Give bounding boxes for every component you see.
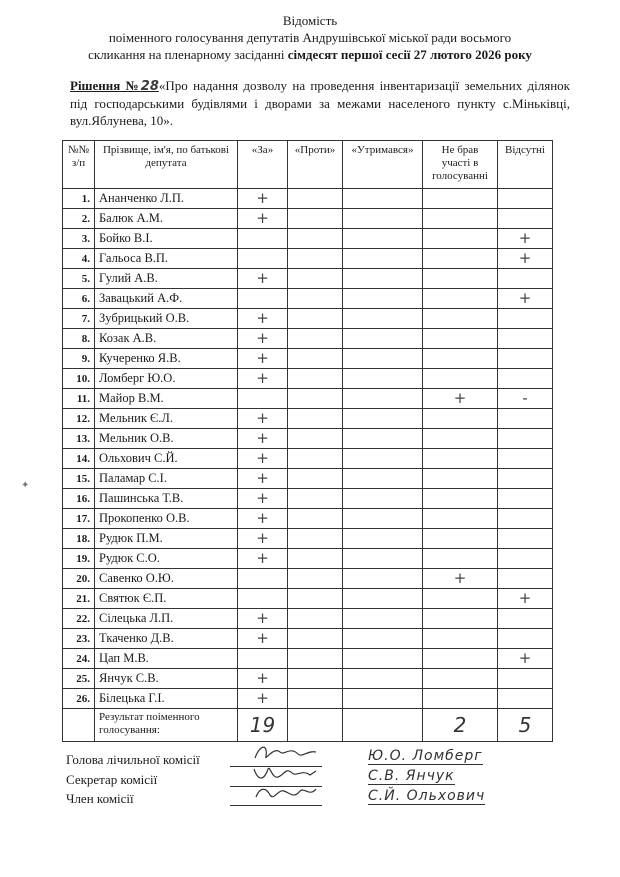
deputy-name: Ломберг Ю.О. xyxy=(95,369,238,389)
vote-absent-cell xyxy=(498,329,553,349)
vote-for-cell: + xyxy=(238,549,288,569)
vote-did-not-vote-cell xyxy=(423,209,498,229)
row-number: 8. xyxy=(63,329,95,349)
vote-abstained-cell xyxy=(343,469,423,489)
table-row xyxy=(63,209,553,229)
vote-abstained-cell xyxy=(343,669,423,689)
vote-did-not-vote-cell xyxy=(423,609,498,629)
vote-abstained-cell xyxy=(343,649,423,669)
row-number: 3. xyxy=(63,229,95,249)
vote-did-not-vote-cell xyxy=(423,549,498,569)
vote-did-not-vote-cell xyxy=(423,289,498,309)
vote-absent-cell xyxy=(498,529,553,549)
vote-abstained-cell xyxy=(343,229,423,249)
chair-signature xyxy=(250,742,320,762)
vote-abstained-cell xyxy=(343,249,423,269)
result-against xyxy=(288,709,343,742)
deputy-name: Майор В.М. xyxy=(95,389,238,409)
vote-for-cell xyxy=(238,569,288,589)
table-row xyxy=(63,549,553,569)
vote-against-cell xyxy=(288,449,343,469)
deputy-name: Гальоса В.П. xyxy=(95,249,238,269)
vote-for-cell: + xyxy=(238,669,288,689)
deputy-name: Кучеренко Я.В. xyxy=(95,349,238,369)
row-number: 21. xyxy=(63,589,95,609)
result-label: Результат поіменного голосування: xyxy=(95,709,238,742)
vote-against-cell xyxy=(288,409,343,429)
row-number: 19. xyxy=(63,549,95,569)
vote-absent-cell xyxy=(498,669,553,689)
decision-text-block xyxy=(70,77,570,129)
deputy-name: Цап М.В. xyxy=(95,649,238,669)
deputy-name: Ольхович С.Й. xyxy=(95,449,238,469)
vote-did-not-vote-cell xyxy=(423,429,498,449)
vote-against-cell xyxy=(288,629,343,649)
row-number: 24. xyxy=(63,649,95,669)
vote-absent-cell: + xyxy=(498,289,553,309)
row-number: 4. xyxy=(63,249,95,269)
member-signature xyxy=(250,783,320,803)
table-row xyxy=(63,349,553,369)
vote-abstained-cell xyxy=(343,369,423,389)
vote-did-not-vote-cell xyxy=(423,469,498,489)
table-row xyxy=(63,189,553,209)
deputy-name: Святюк Є.П. xyxy=(95,589,238,609)
vote-absent-cell: + xyxy=(498,249,553,269)
vote-against-cell xyxy=(288,509,343,529)
vote-against-cell xyxy=(288,189,343,209)
vote-did-not-vote-cell xyxy=(423,669,498,689)
vote-against-cell xyxy=(288,549,343,569)
row-number: 23. xyxy=(63,629,95,649)
vote-against-cell xyxy=(288,649,343,669)
table-row xyxy=(63,689,553,709)
vote-for-cell: + xyxy=(238,449,288,469)
deputy-name: Козак А.В. xyxy=(95,329,238,349)
table-row xyxy=(63,329,553,349)
deputy-name: Рудюк С.О. xyxy=(95,549,238,569)
vote-absent-cell xyxy=(498,449,553,469)
header-for: «За» xyxy=(238,141,288,189)
vote-for-cell xyxy=(238,389,288,409)
vote-absent-cell xyxy=(498,349,553,369)
vote-abstained-cell xyxy=(343,609,423,629)
vote-against-cell xyxy=(288,229,343,249)
secretary-signature xyxy=(250,763,320,783)
result-absent: 5 xyxy=(498,709,553,742)
vote-absent-cell xyxy=(498,209,553,229)
vote-did-not-vote-cell: + xyxy=(423,389,498,409)
deputy-name: Мельник О.В. xyxy=(95,429,238,449)
vote-for-cell xyxy=(238,289,288,309)
vote-against-cell xyxy=(288,469,343,489)
row-number: 17. xyxy=(63,509,95,529)
vote-absent-cell xyxy=(498,409,553,429)
chair-name: Ю.О. Ломберг xyxy=(368,748,483,764)
table-row xyxy=(63,509,553,529)
vote-against-cell xyxy=(288,669,343,689)
table-row xyxy=(63,569,553,589)
row-number: 5. xyxy=(63,269,95,289)
row-number: 14. xyxy=(63,449,95,469)
deputy-name: Зубрицький О.В. xyxy=(95,309,238,329)
vote-for-cell: + xyxy=(238,489,288,509)
vote-against-cell xyxy=(288,389,343,409)
vote-did-not-vote-cell xyxy=(423,589,498,609)
table-row xyxy=(63,409,553,429)
vote-abstained-cell xyxy=(343,309,423,329)
header-number: №№ з/п xyxy=(63,141,95,189)
vote-abstained-cell xyxy=(343,449,423,469)
vote-absent-cell xyxy=(498,509,553,529)
vote-absent-cell xyxy=(498,369,553,389)
row-number: 13. xyxy=(63,429,95,449)
table-row xyxy=(63,649,553,669)
deputy-name: Янчук С.В. xyxy=(95,669,238,689)
vote-absent-cell xyxy=(498,489,553,509)
vote-against-cell xyxy=(288,289,343,309)
header-against: «Проти» xyxy=(288,141,343,189)
vote-against-cell xyxy=(288,569,343,589)
result-did-not-vote: 2 xyxy=(423,709,498,742)
vote-for-cell: + xyxy=(238,689,288,709)
deputy-name: Паламар С.І. xyxy=(95,469,238,489)
member-name: С.Й. Ольхович xyxy=(368,788,486,804)
table-row xyxy=(63,609,553,629)
vote-for-cell: + xyxy=(238,429,288,449)
vote-did-not-vote-cell xyxy=(423,369,498,389)
deputy-name: Прокопенко О.В. xyxy=(95,509,238,529)
vote-abstained-cell xyxy=(343,349,423,369)
vote-for-cell xyxy=(238,249,288,269)
vote-absent-cell: + xyxy=(498,229,553,249)
vote-against-cell xyxy=(288,689,343,709)
vote-did-not-vote-cell xyxy=(423,689,498,709)
vote-abstained-cell xyxy=(343,429,423,449)
row-number: 11. xyxy=(63,389,95,409)
deputy-name: Гулий А.В. xyxy=(95,269,238,289)
secretary-name: С.В. Янчук xyxy=(368,768,455,784)
decision-number: 28 xyxy=(140,79,159,94)
vote-abstained-cell xyxy=(343,489,423,509)
vote-for-cell: + xyxy=(238,529,288,549)
vote-for-cell: + xyxy=(238,269,288,289)
row-number: 25. xyxy=(63,669,95,689)
row-number: 6. xyxy=(63,289,95,309)
table-row xyxy=(63,529,553,549)
header-name: Прізвище, ім'я, по батькові депутата xyxy=(95,141,238,189)
vote-did-not-vote-cell xyxy=(423,409,498,429)
table-row xyxy=(63,309,553,329)
table-row xyxy=(63,589,553,609)
document-title: Відомість xyxy=(282,13,338,28)
row-number: 1. xyxy=(63,189,95,209)
row-number: 9. xyxy=(63,349,95,369)
vote-against-cell xyxy=(288,269,343,289)
table-row xyxy=(63,369,553,389)
chair-label: Голова лічильної комісії xyxy=(66,752,200,767)
vote-abstained-cell xyxy=(343,189,423,209)
vote-against-cell xyxy=(288,309,343,329)
vote-did-not-vote-cell xyxy=(423,529,498,549)
vote-against-cell xyxy=(288,489,343,509)
result-empty-cell xyxy=(63,709,95,742)
vote-abstained-cell xyxy=(343,629,423,649)
table-header-row xyxy=(63,141,553,189)
vote-did-not-vote-cell: + xyxy=(423,569,498,589)
document-header xyxy=(0,12,620,63)
deputy-name: Бойко В.І. xyxy=(95,229,238,249)
document-subtitle-line3 xyxy=(0,46,620,63)
vote-for-cell: + xyxy=(238,349,288,369)
deputy-name: Савенко О.Ю. xyxy=(95,569,238,589)
vote-abstained-cell xyxy=(343,329,423,349)
vote-did-not-vote-cell xyxy=(423,349,498,369)
vote-did-not-vote-cell xyxy=(423,449,498,469)
vote-absent-cell xyxy=(498,569,553,589)
vote-absent-cell xyxy=(498,469,553,489)
table-row xyxy=(63,669,553,689)
result-abstained xyxy=(343,709,423,742)
vote-did-not-vote-cell xyxy=(423,649,498,669)
row-number: 18. xyxy=(63,529,95,549)
table-row xyxy=(63,249,553,269)
vote-for-cell: + xyxy=(238,409,288,429)
vote-absent-cell: + xyxy=(498,589,553,609)
session-info: сімдесят першої сесії 27 лютого 2026 року xyxy=(287,47,532,62)
vote-abstained-cell xyxy=(343,549,423,569)
row-number: 26. xyxy=(63,689,95,709)
vote-against-cell xyxy=(288,609,343,629)
table-row xyxy=(63,629,553,649)
vote-absent-cell xyxy=(498,629,553,649)
row-number: 7. xyxy=(63,309,95,329)
table-row xyxy=(63,269,553,289)
table-row xyxy=(63,289,553,309)
row-number: 12. xyxy=(63,409,95,429)
vote-abstained-cell xyxy=(343,529,423,549)
vote-for-cell: + xyxy=(238,629,288,649)
vote-did-not-vote-cell xyxy=(423,329,498,349)
vote-absent-cell xyxy=(498,689,553,709)
result-row xyxy=(63,709,553,742)
vote-did-not-vote-cell xyxy=(423,249,498,269)
vote-against-cell xyxy=(288,529,343,549)
deputy-name: Пашинська Т.В. xyxy=(95,489,238,509)
table-row xyxy=(63,449,553,469)
vote-abstained-cell xyxy=(343,269,423,289)
vote-did-not-vote-cell xyxy=(423,229,498,249)
deputy-name: Завацький А.Ф. xyxy=(95,289,238,309)
deputy-name: Балюк А.М. xyxy=(95,209,238,229)
vote-absent-cell xyxy=(498,189,553,209)
vote-against-cell xyxy=(288,209,343,229)
scan-dot: ✦ xyxy=(21,480,30,491)
vote-absent-cell xyxy=(498,429,553,449)
vote-abstained-cell xyxy=(343,409,423,429)
vote-for-cell: + xyxy=(238,309,288,329)
vote-did-not-vote-cell xyxy=(423,189,498,209)
header-abstained: «Утримався» xyxy=(343,141,423,189)
vote-for-cell: + xyxy=(238,209,288,229)
vote-against-cell xyxy=(288,329,343,349)
vote-absent-cell xyxy=(498,269,553,289)
vote-for-cell: + xyxy=(238,329,288,349)
row-number: 2. xyxy=(63,209,95,229)
row-number: 10. xyxy=(63,369,95,389)
row-number: 16. xyxy=(63,489,95,509)
vote-did-not-vote-cell xyxy=(423,269,498,289)
vote-did-not-vote-cell xyxy=(423,489,498,509)
member-label: Член комісії xyxy=(66,791,134,806)
row-number: 15. xyxy=(63,469,95,489)
header-did-not-vote: Не брав участі в голосуванні xyxy=(423,141,498,189)
vote-abstained-cell xyxy=(343,289,423,309)
table-row xyxy=(63,229,553,249)
vote-for-cell xyxy=(238,229,288,249)
header-absent: Відсутні xyxy=(498,141,553,189)
vote-did-not-vote-cell xyxy=(423,509,498,529)
vote-against-cell xyxy=(288,249,343,269)
secretary-label: Секретар комісії xyxy=(66,772,158,787)
deputy-name: Ткаченко Д.В. xyxy=(95,629,238,649)
table-row xyxy=(63,389,553,409)
vote-against-cell xyxy=(288,349,343,369)
vote-abstained-cell xyxy=(343,689,423,709)
table-row xyxy=(63,429,553,449)
deputy-name: Сілецька Л.П. xyxy=(95,609,238,629)
vote-abstained-cell xyxy=(343,569,423,589)
document-subtitle: поіменного голосування депутатів Андрушівської міської ради восьмого xyxy=(108,30,512,45)
vote-for-cell: + xyxy=(238,469,288,489)
vote-abstained-cell xyxy=(343,589,423,609)
vote-against-cell xyxy=(288,429,343,449)
vote-for-cell xyxy=(238,589,288,609)
vote-against-cell xyxy=(288,589,343,609)
session-prefix: скликання на пленарному засіданні xyxy=(88,47,288,62)
vote-against-cell xyxy=(288,369,343,389)
vote-for-cell: + xyxy=(238,189,288,209)
vote-abstained-cell xyxy=(343,509,423,529)
vote-for-cell: + xyxy=(238,509,288,529)
vote-absent-cell xyxy=(498,549,553,569)
vote-abstained-cell xyxy=(343,389,423,409)
vote-absent-cell: + xyxy=(498,649,553,669)
row-number: 22. xyxy=(63,609,95,629)
table-row xyxy=(63,469,553,489)
decision-label: Рішення №28 xyxy=(70,78,159,94)
vote-absent-cell xyxy=(498,309,553,329)
vote-did-not-vote-cell xyxy=(423,629,498,649)
vote-abstained-cell xyxy=(343,209,423,229)
voting-table xyxy=(62,140,553,742)
vote-absent-cell xyxy=(498,609,553,629)
vote-absent-cell: - xyxy=(498,389,553,409)
deputy-name: Мельник Є.Л. xyxy=(95,409,238,429)
result-for: 19 xyxy=(238,709,288,742)
vote-for-cell xyxy=(238,649,288,669)
decision-title: «Про надання дозволу на проведення інвентаризації земельних ділянок під господарськими будівлями і дворами за межами населеного пункту с.Міньківці, вул.Яблунева, 10». xyxy=(70,78,570,128)
deputy-name: Рудюк П.М. xyxy=(95,529,238,549)
vote-for-cell: + xyxy=(238,609,288,629)
deputy-name: Білецька Г.І. xyxy=(95,689,238,709)
row-number: 20. xyxy=(63,569,95,589)
vote-for-cell: + xyxy=(238,369,288,389)
vote-did-not-vote-cell xyxy=(423,309,498,329)
table-row xyxy=(63,489,553,509)
deputy-name: Ананченко Л.П. xyxy=(95,189,238,209)
